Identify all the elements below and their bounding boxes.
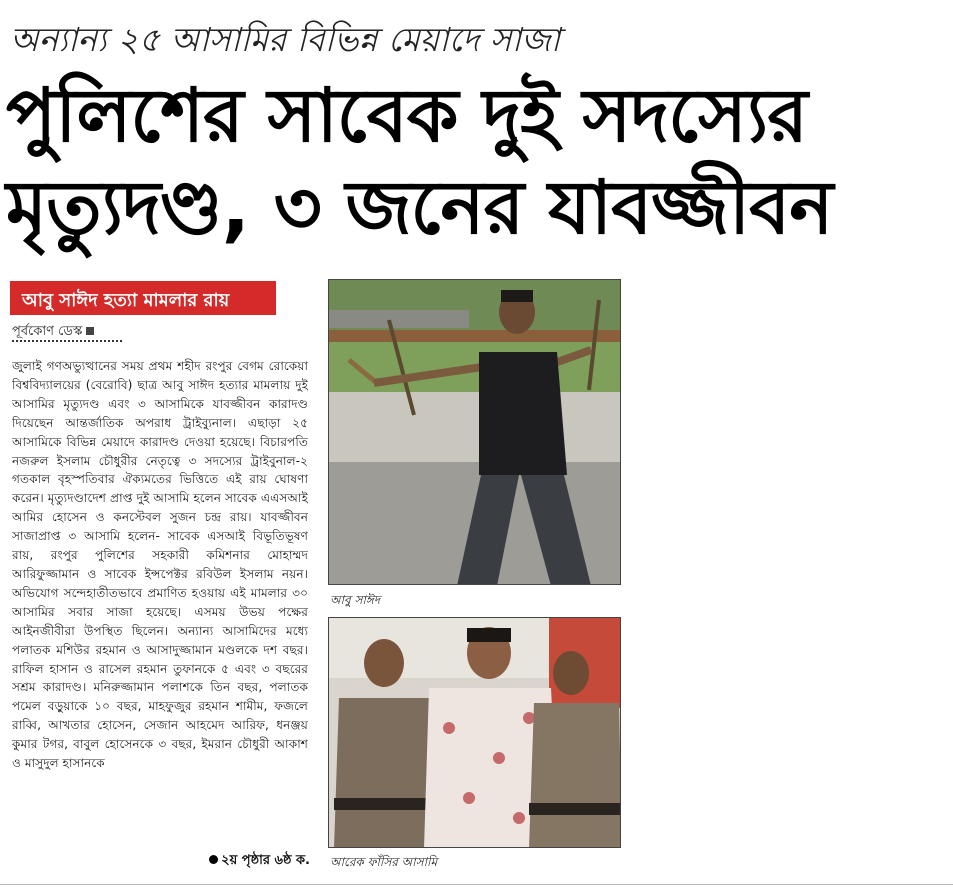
page-bottom-rule: [0, 884, 953, 885]
photo-accused-caption: আরেক ফাঁসির আসামি: [330, 855, 438, 869]
photo-accused: [328, 617, 621, 848]
byline-text: পূর্বকোণ ডেস্ক: [12, 324, 83, 339]
section-label: আবু সাঈদ হত্যা মামলার রায়: [10, 281, 276, 315]
byline-divider: [12, 340, 122, 342]
photo-accused-illustration: [329, 618, 621, 848]
headline-line-2: মৃত্যুদণ্ড, ৩ জনের যাবজ্জীবন: [6, 165, 833, 251]
square-icon: [86, 327, 94, 335]
photo-abu-sayed-caption: আবু সাঈদ: [330, 593, 381, 607]
photo-abu-sayed: [328, 279, 621, 585]
kicker: অন্যান্য ২৫ আসামির বিভিন্ন মেয়াদে সাজা: [10, 20, 561, 59]
continued-text: ২য় পৃষ্ঠার ৬ষ্ঠ ক.: [221, 853, 310, 868]
bullet-icon: [209, 855, 218, 864]
article-body: জুলাই গণঅভ্যুত্থানের সময় প্রথম শহীদ রংপুর বেগম রোকেয়া বিশ্ববিদ্যালয়ের (বেরোবি) ছাত্র আবু সাঈদ হত্যার মামলায় দুই আসামির মৃত্যুদণ্ড এবং ৩ আসামিকে যাবজ্জীবন কারাদণ্ড দিয়েছেন আন্তর্জাতিক অপরাধ ট্রাইব্যুনাল। এছাড়া ২৫ আসামিকে বিভিন্ন মেয়াদে কারাদণ্ড দেওয়া হয়েছে। বিচারপতি নজরুল ইসলাম চৌধুরীর নেতৃত্বে ৩ সদস্যের ট্রাইবুনাল-২ গতকাল বৃহস্পতিবার ঐক্যমতের ভিত্তিতে এই রায় ঘোষণা করেন। মৃত্যুদণ্ডাদেশ প্রাপ্ত দুই আসামি হলেন সাবেক এএসআই আমির হোসেন ও কনস্টেবল সুজন চন্দ্র রায়। যাবজ্জীবন সাজাপ্রাপ্ত ৩ আসামি হলেন- সাবেক এসআই বিভূতিভূষণ রায়, রংপুর পুলিশের সহকারী কমিশনার মোহাম্মদ আরিফুজ্জামান ও সাবেক ইন্সপেক্টর রবিউল ইসলাম নয়ন। অভিযোগ সন্দেহাতীতভাবে প্রমাণিত হওয়ায় এই মামলার ৩০ আসামির সবার সাজা হয়েছে। এসময় উভয় পক্ষের আইনজীবীরা উপস্থিত ছিলেন। অন্যান্য আসামিদের মধ্যে পলাতক মশিউর রহমান ও আসাদুজ্জামান মণ্ডলকে দশ বছর। রাফিল হাসান ও রাসেল রহমান তুফানকে ৫ এবং ৩ বছরের সশ্রম কারাদণ্ড। মনিরুজ্জামান পলাশকে তিন বছর, পলাতক পমেল বড়ুয়াকে ১০ বছর, মাহফুজুর রহমান শামীম, ফজলে রাব্বি, আখতার হোসেন, সেজান আহমেদ আরিফ, ধনঞ্জয় কুমার টগর, বাবুল হোসেনকে ৩ বছর, ইমরান চৌধুরী আকাশ ও মাসুদুল হাসানকে: [12, 359, 308, 771]
photo-abu-sayed-illustration: [329, 280, 621, 585]
headline: [6, 70, 946, 254]
continued-note: [180, 851, 310, 872]
headline-line-1: পুলিশের সাবেক দুই সদস্যের: [6, 73, 807, 159]
